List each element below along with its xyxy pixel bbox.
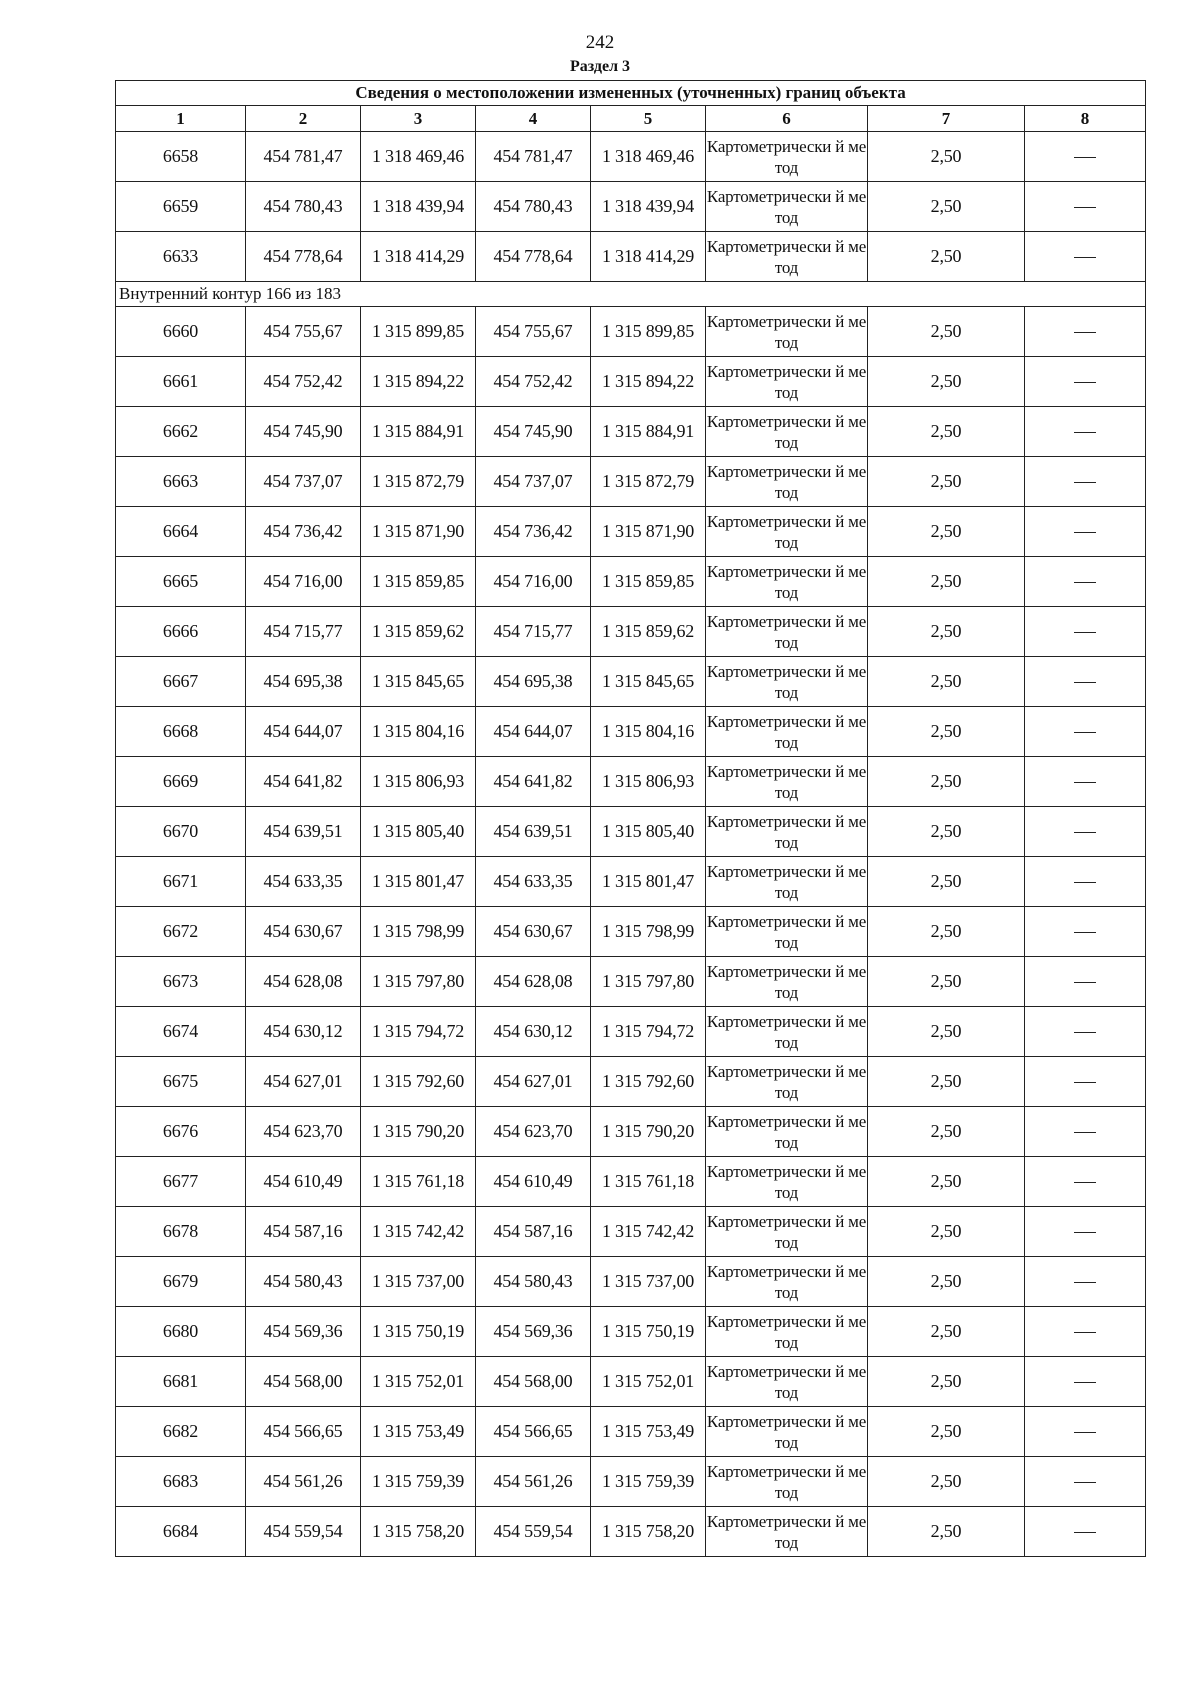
em-dash-icon bbox=[1074, 682, 1096, 683]
x-old-cell: 454 561,26 bbox=[246, 1457, 361, 1507]
y-old-cell: 1 315 797,80 bbox=[361, 957, 476, 1007]
dash-cell bbox=[1025, 757, 1146, 807]
y-old-cell: 1 315 884,91 bbox=[361, 407, 476, 457]
x-old-cell: 454 752,42 bbox=[246, 357, 361, 407]
y-new-cell: 1 315 884,91 bbox=[591, 407, 706, 457]
x-old-cell: 454 716,00 bbox=[246, 557, 361, 607]
table-row bbox=[116, 1107, 1146, 1157]
x-new-cell: 454 561,26 bbox=[476, 1457, 591, 1507]
table-row bbox=[116, 1357, 1146, 1407]
y-new-cell: 1 315 798,99 bbox=[591, 907, 706, 957]
dash-cell bbox=[1025, 182, 1146, 232]
y-old-cell: 1 315 859,85 bbox=[361, 557, 476, 607]
accuracy-cell: 2,50 bbox=[868, 307, 1025, 357]
y-old-cell: 1 315 792,60 bbox=[361, 1057, 476, 1107]
y-old-cell: 1 315 752,01 bbox=[361, 1357, 476, 1407]
point-number-cell: 6666 bbox=[116, 607, 246, 657]
y-new-cell: 1 315 792,60 bbox=[591, 1057, 706, 1107]
contour-row bbox=[116, 282, 1146, 307]
table-row bbox=[116, 1207, 1146, 1257]
method-cell: Картометрически й метод bbox=[706, 907, 868, 957]
y-old-cell: 1 315 804,16 bbox=[361, 707, 476, 757]
dash-cell bbox=[1025, 407, 1146, 457]
column-header: 5 bbox=[591, 106, 706, 132]
x-new-cell: 454 568,00 bbox=[476, 1357, 591, 1407]
y-old-cell: 1 315 871,90 bbox=[361, 507, 476, 557]
em-dash-icon bbox=[1074, 1482, 1096, 1483]
table-row bbox=[116, 757, 1146, 807]
x-old-cell: 454 630,12 bbox=[246, 1007, 361, 1057]
y-old-cell: 1 315 759,39 bbox=[361, 1457, 476, 1507]
method-cell: Картометрически й метод bbox=[706, 1407, 868, 1457]
method-cell: Картометрически й метод bbox=[706, 807, 868, 857]
accuracy-cell: 2,50 bbox=[868, 1357, 1025, 1407]
column-header: 2 bbox=[246, 106, 361, 132]
method-cell: Картометрически й метод bbox=[706, 457, 868, 507]
x-new-cell: 454 695,38 bbox=[476, 657, 591, 707]
em-dash-icon bbox=[1074, 1282, 1096, 1283]
x-new-cell: 454 781,47 bbox=[476, 132, 591, 182]
accuracy-cell: 2,50 bbox=[868, 857, 1025, 907]
point-number-cell: 6675 bbox=[116, 1057, 246, 1107]
column-header: 1 bbox=[116, 106, 246, 132]
table-row bbox=[116, 957, 1146, 1007]
em-dash-icon bbox=[1074, 882, 1096, 883]
boundary-coordinates-table bbox=[115, 80, 1146, 1557]
table-row bbox=[116, 907, 1146, 957]
table-row bbox=[116, 357, 1146, 407]
method-cell: Картометрически й метод bbox=[706, 307, 868, 357]
em-dash-icon bbox=[1074, 1532, 1096, 1533]
accuracy-cell: 2,50 bbox=[868, 1207, 1025, 1257]
x-old-cell: 454 778,64 bbox=[246, 232, 361, 282]
point-number-cell: 6669 bbox=[116, 757, 246, 807]
accuracy-cell: 2,50 bbox=[868, 1157, 1025, 1207]
point-number-cell: 6667 bbox=[116, 657, 246, 707]
column-header: 7 bbox=[868, 106, 1025, 132]
x-old-cell: 454 737,07 bbox=[246, 457, 361, 507]
y-old-cell: 1 315 753,49 bbox=[361, 1407, 476, 1457]
table-body bbox=[116, 132, 1146, 1557]
y-new-cell: 1 315 797,80 bbox=[591, 957, 706, 1007]
y-old-cell: 1 315 794,72 bbox=[361, 1007, 476, 1057]
point-number-cell: 6672 bbox=[116, 907, 246, 957]
accuracy-cell: 2,50 bbox=[868, 457, 1025, 507]
x-old-cell: 454 559,54 bbox=[246, 1507, 361, 1557]
table-row bbox=[116, 857, 1146, 907]
y-old-cell: 1 315 899,85 bbox=[361, 307, 476, 357]
dash-cell bbox=[1025, 1307, 1146, 1357]
section-title: Раздел 3 bbox=[569, 58, 631, 75]
table-row bbox=[116, 457, 1146, 507]
y-new-cell: 1 315 750,19 bbox=[591, 1307, 706, 1357]
table-row bbox=[116, 1507, 1146, 1557]
y-new-cell: 1 315 761,18 bbox=[591, 1157, 706, 1207]
accuracy-cell: 2,50 bbox=[868, 1057, 1025, 1107]
x-new-cell: 454 745,90 bbox=[476, 407, 591, 457]
method-cell: Картометрически й метод bbox=[706, 407, 868, 457]
em-dash-icon bbox=[1074, 1232, 1096, 1233]
y-new-cell: 1 315 806,93 bbox=[591, 757, 706, 807]
y-old-cell: 1 315 845,65 bbox=[361, 657, 476, 707]
accuracy-cell: 2,50 bbox=[868, 132, 1025, 182]
column-header: 8 bbox=[1025, 106, 1146, 132]
x-old-cell: 454 628,08 bbox=[246, 957, 361, 1007]
x-old-cell: 454 610,49 bbox=[246, 1157, 361, 1207]
dash-cell bbox=[1025, 857, 1146, 907]
method-cell: Картометрически й метод bbox=[706, 1057, 868, 1107]
point-number-cell: 6671 bbox=[116, 857, 246, 907]
y-new-cell: 1 315 872,79 bbox=[591, 457, 706, 507]
y-new-cell: 1 315 804,16 bbox=[591, 707, 706, 757]
y-new-cell: 1 315 790,20 bbox=[591, 1107, 706, 1157]
y-new-cell: 1 315 794,72 bbox=[591, 1007, 706, 1057]
dash-cell bbox=[1025, 1357, 1146, 1407]
x-new-cell: 454 580,43 bbox=[476, 1257, 591, 1307]
point-number-cell: 6659 bbox=[116, 182, 246, 232]
y-old-cell: 1 315 798,99 bbox=[361, 907, 476, 957]
accuracy-cell: 2,50 bbox=[868, 357, 1025, 407]
x-new-cell: 454 639,51 bbox=[476, 807, 591, 857]
y-old-cell: 1 315 790,20 bbox=[361, 1107, 476, 1157]
x-new-cell: 454 780,43 bbox=[476, 182, 591, 232]
accuracy-cell: 2,50 bbox=[868, 1007, 1025, 1057]
y-old-cell: 1 315 801,47 bbox=[361, 857, 476, 907]
point-number-cell: 6674 bbox=[116, 1007, 246, 1057]
method-cell: Картометрически й метод bbox=[706, 1457, 868, 1507]
accuracy-cell: 2,50 bbox=[868, 757, 1025, 807]
em-dash-icon bbox=[1074, 1432, 1096, 1433]
y-old-cell: 1 315 761,18 bbox=[361, 1157, 476, 1207]
method-cell: Картометрически й метод bbox=[706, 1007, 868, 1057]
point-number-cell: 6682 bbox=[116, 1407, 246, 1457]
accuracy-cell: 2,50 bbox=[868, 907, 1025, 957]
table-caption: Сведения о местоположении измененных (уточненных) границ объекта bbox=[116, 81, 1146, 106]
em-dash-icon bbox=[1074, 482, 1096, 483]
accuracy-cell: 2,50 bbox=[868, 182, 1025, 232]
em-dash-icon bbox=[1074, 432, 1096, 433]
table-row bbox=[116, 1057, 1146, 1107]
y-new-cell: 1 315 742,42 bbox=[591, 1207, 706, 1257]
em-dash-icon bbox=[1074, 1132, 1096, 1133]
em-dash-icon bbox=[1074, 732, 1096, 733]
accuracy-cell: 2,50 bbox=[868, 1457, 1025, 1507]
method-cell: Картометрически й метод bbox=[706, 607, 868, 657]
accuracy-cell: 2,50 bbox=[868, 232, 1025, 282]
em-dash-icon bbox=[1074, 257, 1096, 258]
em-dash-icon bbox=[1074, 1332, 1096, 1333]
column-header: 3 bbox=[361, 106, 476, 132]
column-header: 6 bbox=[706, 106, 868, 132]
x-new-cell: 454 566,65 bbox=[476, 1407, 591, 1457]
em-dash-icon bbox=[1074, 782, 1096, 783]
point-number-cell: 6670 bbox=[116, 807, 246, 857]
x-old-cell: 454 568,00 bbox=[246, 1357, 361, 1407]
y-old-cell: 1 315 742,42 bbox=[361, 1207, 476, 1257]
method-cell: Картометрически й метод bbox=[706, 232, 868, 282]
point-number-cell: 6683 bbox=[116, 1457, 246, 1507]
method-cell: Картометрически й метод bbox=[706, 357, 868, 407]
accuracy-cell: 2,50 bbox=[868, 957, 1025, 1007]
y-new-cell: 1 315 859,62 bbox=[591, 607, 706, 657]
column-header: 4 bbox=[476, 106, 591, 132]
dash-cell bbox=[1025, 457, 1146, 507]
dash-cell bbox=[1025, 1257, 1146, 1307]
table-caption-row bbox=[116, 81, 1146, 106]
y-old-cell: 1 315 805,40 bbox=[361, 807, 476, 857]
x-old-cell: 454 736,42 bbox=[246, 507, 361, 557]
em-dash-icon bbox=[1074, 332, 1096, 333]
table-row bbox=[116, 557, 1146, 607]
x-old-cell: 454 695,38 bbox=[246, 657, 361, 707]
y-old-cell: 1 315 859,62 bbox=[361, 607, 476, 657]
point-number-cell: 6680 bbox=[116, 1307, 246, 1357]
em-dash-icon bbox=[1074, 207, 1096, 208]
y-new-cell: 1 315 805,40 bbox=[591, 807, 706, 857]
accuracy-cell: 2,50 bbox=[868, 507, 1025, 557]
y-new-cell: 1 315 845,65 bbox=[591, 657, 706, 707]
method-cell: Картометрически й метод bbox=[706, 657, 868, 707]
dash-cell bbox=[1025, 1157, 1146, 1207]
y-old-cell: 1 318 469,46 bbox=[361, 132, 476, 182]
x-old-cell: 454 630,67 bbox=[246, 907, 361, 957]
em-dash-icon bbox=[1074, 382, 1096, 383]
x-new-cell: 454 737,07 bbox=[476, 457, 591, 507]
table-row bbox=[116, 1307, 1146, 1357]
x-old-cell: 454 780,43 bbox=[246, 182, 361, 232]
dash-cell bbox=[1025, 232, 1146, 282]
table-row bbox=[116, 1407, 1146, 1457]
point-number-cell: 6665 bbox=[116, 557, 246, 607]
table-row bbox=[116, 1157, 1146, 1207]
x-new-cell: 454 623,70 bbox=[476, 1107, 591, 1157]
table-row bbox=[116, 507, 1146, 557]
method-cell: Картометрически й метод bbox=[706, 1107, 868, 1157]
y-new-cell: 1 315 859,85 bbox=[591, 557, 706, 607]
point-number-cell: 6633 bbox=[116, 232, 246, 282]
method-cell: Картометрически й метод bbox=[706, 757, 868, 807]
accuracy-cell: 2,50 bbox=[868, 707, 1025, 757]
point-number-cell: 6676 bbox=[116, 1107, 246, 1157]
y-new-cell: 1 315 753,49 bbox=[591, 1407, 706, 1457]
y-old-cell: 1 318 414,29 bbox=[361, 232, 476, 282]
x-new-cell: 454 630,67 bbox=[476, 907, 591, 957]
x-old-cell: 454 633,35 bbox=[246, 857, 361, 907]
table-row bbox=[116, 1457, 1146, 1507]
x-new-cell: 454 752,42 bbox=[476, 357, 591, 407]
x-new-cell: 454 715,77 bbox=[476, 607, 591, 657]
y-old-cell: 1 318 439,94 bbox=[361, 182, 476, 232]
x-old-cell: 454 781,47 bbox=[246, 132, 361, 182]
x-old-cell: 454 641,82 bbox=[246, 757, 361, 807]
point-number-cell: 6673 bbox=[116, 957, 246, 1007]
point-number-cell: 6679 bbox=[116, 1257, 246, 1307]
table-header-row bbox=[116, 106, 1146, 132]
dash-cell bbox=[1025, 507, 1146, 557]
method-cell: Картометрически й метод bbox=[706, 857, 868, 907]
accuracy-cell: 2,50 bbox=[868, 1107, 1025, 1157]
method-cell: Картометрически й метод bbox=[706, 557, 868, 607]
x-new-cell: 454 633,35 bbox=[476, 857, 591, 907]
accuracy-cell: 2,50 bbox=[868, 807, 1025, 857]
em-dash-icon bbox=[1074, 157, 1096, 158]
point-number-cell: 6684 bbox=[116, 1507, 246, 1557]
y-new-cell: 1 315 871,90 bbox=[591, 507, 706, 557]
x-new-cell: 454 628,08 bbox=[476, 957, 591, 1007]
x-new-cell: 454 644,07 bbox=[476, 707, 591, 757]
x-new-cell: 454 569,36 bbox=[476, 1307, 591, 1357]
accuracy-cell: 2,50 bbox=[868, 607, 1025, 657]
x-old-cell: 454 569,36 bbox=[246, 1307, 361, 1357]
x-new-cell: 454 630,12 bbox=[476, 1007, 591, 1057]
x-old-cell: 454 627,01 bbox=[246, 1057, 361, 1107]
table-row bbox=[116, 657, 1146, 707]
em-dash-icon bbox=[1074, 1182, 1096, 1183]
accuracy-cell: 2,50 bbox=[868, 557, 1025, 607]
dash-cell bbox=[1025, 807, 1146, 857]
table-row bbox=[116, 232, 1146, 282]
y-new-cell: 1 315 752,01 bbox=[591, 1357, 706, 1407]
x-old-cell: 454 745,90 bbox=[246, 407, 361, 457]
method-cell: Картометрически й метод bbox=[706, 1257, 868, 1307]
x-old-cell: 454 639,51 bbox=[246, 807, 361, 857]
accuracy-cell: 2,50 bbox=[868, 407, 1025, 457]
dash-cell bbox=[1025, 132, 1146, 182]
y-old-cell: 1 315 894,22 bbox=[361, 357, 476, 407]
method-cell: Картометрически й метод bbox=[706, 507, 868, 557]
em-dash-icon bbox=[1074, 582, 1096, 583]
method-cell: Картометрически й метод bbox=[706, 182, 868, 232]
method-cell: Картометрически й метод bbox=[706, 1207, 868, 1257]
dash-cell bbox=[1025, 907, 1146, 957]
y-new-cell: 1 315 737,00 bbox=[591, 1257, 706, 1307]
table-row bbox=[116, 307, 1146, 357]
table-row bbox=[116, 707, 1146, 757]
dash-cell bbox=[1025, 607, 1146, 657]
page-number: 242 bbox=[585, 32, 615, 53]
x-new-cell: 454 755,67 bbox=[476, 307, 591, 357]
table-row bbox=[116, 807, 1146, 857]
dash-cell bbox=[1025, 957, 1146, 1007]
point-number-cell: 6661 bbox=[116, 357, 246, 407]
y-old-cell: 1 315 758,20 bbox=[361, 1507, 476, 1557]
y-new-cell: 1 318 414,29 bbox=[591, 232, 706, 282]
y-new-cell: 1 315 894,22 bbox=[591, 357, 706, 407]
em-dash-icon bbox=[1074, 1082, 1096, 1083]
table-row bbox=[116, 407, 1146, 457]
x-old-cell: 454 587,16 bbox=[246, 1207, 361, 1257]
em-dash-icon bbox=[1074, 932, 1096, 933]
x-new-cell: 454 736,42 bbox=[476, 507, 591, 557]
method-cell: Картометрически й метод bbox=[706, 957, 868, 1007]
table-row bbox=[116, 132, 1146, 182]
point-number-cell: 6678 bbox=[116, 1207, 246, 1257]
y-new-cell: 1 315 759,39 bbox=[591, 1457, 706, 1507]
em-dash-icon bbox=[1074, 1382, 1096, 1383]
y-old-cell: 1 315 750,19 bbox=[361, 1307, 476, 1357]
method-cell: Картометрически й метод bbox=[706, 132, 868, 182]
y-new-cell: 1 318 469,46 bbox=[591, 132, 706, 182]
dash-cell bbox=[1025, 1507, 1146, 1557]
point-number-cell: 6658 bbox=[116, 132, 246, 182]
em-dash-icon bbox=[1074, 532, 1096, 533]
accuracy-cell: 2,50 bbox=[868, 657, 1025, 707]
dash-cell bbox=[1025, 1057, 1146, 1107]
point-number-cell: 6668 bbox=[116, 707, 246, 757]
em-dash-icon bbox=[1074, 632, 1096, 633]
point-number-cell: 6663 bbox=[116, 457, 246, 507]
x-new-cell: 454 610,49 bbox=[476, 1157, 591, 1207]
point-number-cell: 6681 bbox=[116, 1357, 246, 1407]
accuracy-cell: 2,50 bbox=[868, 1307, 1025, 1357]
point-number-cell: 6677 bbox=[116, 1157, 246, 1207]
dash-cell bbox=[1025, 1107, 1146, 1157]
y-new-cell: 1 315 801,47 bbox=[591, 857, 706, 907]
table-row bbox=[116, 607, 1146, 657]
em-dash-icon bbox=[1074, 1032, 1096, 1033]
y-new-cell: 1 315 758,20 bbox=[591, 1507, 706, 1557]
method-cell: Картометрически й метод bbox=[706, 1307, 868, 1357]
dash-cell bbox=[1025, 1407, 1146, 1457]
x-new-cell: 454 716,00 bbox=[476, 557, 591, 607]
table-row bbox=[116, 182, 1146, 232]
method-cell: Картометрически й метод bbox=[706, 707, 868, 757]
point-number-cell: 6664 bbox=[116, 507, 246, 557]
em-dash-icon bbox=[1074, 982, 1096, 983]
x-new-cell: 454 587,16 bbox=[476, 1207, 591, 1257]
y-old-cell: 1 315 872,79 bbox=[361, 457, 476, 507]
accuracy-cell: 2,50 bbox=[868, 1507, 1025, 1557]
x-new-cell: 454 627,01 bbox=[476, 1057, 591, 1107]
dash-cell bbox=[1025, 1457, 1146, 1507]
x-old-cell: 454 566,65 bbox=[246, 1407, 361, 1457]
x-old-cell: 454 580,43 bbox=[246, 1257, 361, 1307]
x-new-cell: 454 559,54 bbox=[476, 1507, 591, 1557]
x-new-cell: 454 641,82 bbox=[476, 757, 591, 807]
x-new-cell: 454 778,64 bbox=[476, 232, 591, 282]
em-dash-icon bbox=[1074, 832, 1096, 833]
dash-cell bbox=[1025, 357, 1146, 407]
method-cell: Картометрически й метод bbox=[706, 1507, 868, 1557]
x-old-cell: 454 623,70 bbox=[246, 1107, 361, 1157]
y-old-cell: 1 315 737,00 bbox=[361, 1257, 476, 1307]
table-row bbox=[116, 1257, 1146, 1307]
dash-cell bbox=[1025, 1207, 1146, 1257]
point-number-cell: 6662 bbox=[116, 407, 246, 457]
x-old-cell: 454 644,07 bbox=[246, 707, 361, 757]
point-number-cell: 6660 bbox=[116, 307, 246, 357]
dash-cell bbox=[1025, 1007, 1146, 1057]
dash-cell bbox=[1025, 557, 1146, 607]
x-old-cell: 454 755,67 bbox=[246, 307, 361, 357]
contour-label: Внутренний контур 166 из 183 bbox=[116, 282, 1146, 307]
dash-cell bbox=[1025, 707, 1146, 757]
dash-cell bbox=[1025, 307, 1146, 357]
method-cell: Картометрически й метод bbox=[706, 1357, 868, 1407]
y-new-cell: 1 315 899,85 bbox=[591, 307, 706, 357]
table-row bbox=[116, 1007, 1146, 1057]
accuracy-cell: 2,50 bbox=[868, 1407, 1025, 1457]
accuracy-cell: 2,50 bbox=[868, 1257, 1025, 1307]
y-new-cell: 1 318 439,94 bbox=[591, 182, 706, 232]
y-old-cell: 1 315 806,93 bbox=[361, 757, 476, 807]
x-old-cell: 454 715,77 bbox=[246, 607, 361, 657]
method-cell: Картометрически й метод bbox=[706, 1157, 868, 1207]
dash-cell bbox=[1025, 657, 1146, 707]
